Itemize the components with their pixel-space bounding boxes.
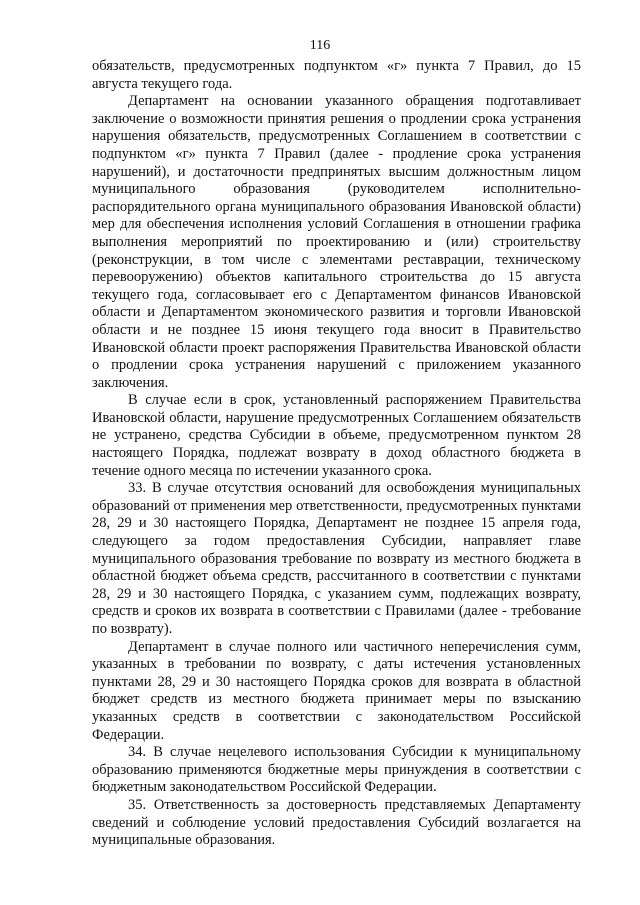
- document-body: [92, 58, 581, 850]
- page-number: 116: [309, 38, 331, 53]
- paragraph-clause-33: 33. В случае отсутствия оснований для освобождения муниципальных образований от применения мер ответственности, предусмотренных пунктами 28, 29 и 30 настоящего Порядка, Департамент не позднее 15 апреля года, следующего за годом предоставления Субсидии, направляет главе муниципального образования требование по возврату из местного бюджета в областной бюджет объема средств, рассчитанного в соответствии с пунктами 28, 29 и 30 настоящего Порядка, с указанием сумм, подлежащих возврату, средств и сроков их возврата в соответствии с Правилами (далее - требование по возврату).: [92, 480, 581, 637]
- paragraph-continuation: обязательств, предусмотренных подпунктом «г» пункта 7 Правил, до 15 августа текущего года.: [92, 58, 581, 92]
- paragraph-unresolved-violation: В случае если в срок, установленный распоряжением Правительства Ивановской области, нарушение предусмотренных Соглашением обязательств не устранено, средства Субсидии в объеме, предусмотренном пунктом 28 настоящего Порядка, подлежат возврату в доход областного бюджета в течение одного месяца по истечении указанного срока.: [92, 392, 581, 479]
- paragraph-department-conclusion: Департамент на основании указанного обращения подготавливает заключение о возможности принятия решения о продлении срока устранения нарушения обязательств, предусмотренных Соглашением в соответствии с подпунктом «г» пункта 7 Правил (далее - продление срока устранения нарушений), и достаточности предпринятых высшим должностным лицом муниципального образования (руководителем исполнительно-распорядительного органа муниципального образования Ивановской области) мер для обеспечения исполнения условий Соглашения в отношении графика выполнения мероприятий по проектированию и (или) строительству (реконструкции, в том числе с элементами реставрации, техническому перевооружению) объектов капитального строительства до 15 августа текущего года, согласовывает его с Департаментом финансов Ивановской области и Департаментом экономического развития и торговли Ивановской области и не позднее 15 июня текущего года вносит в Правительство Ивановской области проект распоряжения Правительства Ивановской области о продлении срока устранения нарушений с приложением указанного заключения.: [92, 93, 581, 391]
- paragraph-recovery-measures: Департамент в случае полного или частичного неперечисления сумм, указанных в требовании по возврату, с даты истечения установленных пунктами 28, 29 и 30 настоящего Порядка сроков для возврата в областной бюджет средств из местного бюджета принимает меры по взысканию указанных средств в соответствии с законодательством Российской Федерации.: [92, 638, 581, 743]
- paragraph-clause-34: 34. В случае нецелевого использования Субсидии к муниципальному образованию применяются бюджетные меры принуждения в соответствии с бюджетным законодательством Российской Федерации.: [92, 744, 581, 796]
- paragraph-clause-35: 35. Ответственность за достоверность представляемых Департаменту сведений и соблюдение условий предоставления Субсидий возлагается на муниципальные образования.: [92, 796, 581, 849]
